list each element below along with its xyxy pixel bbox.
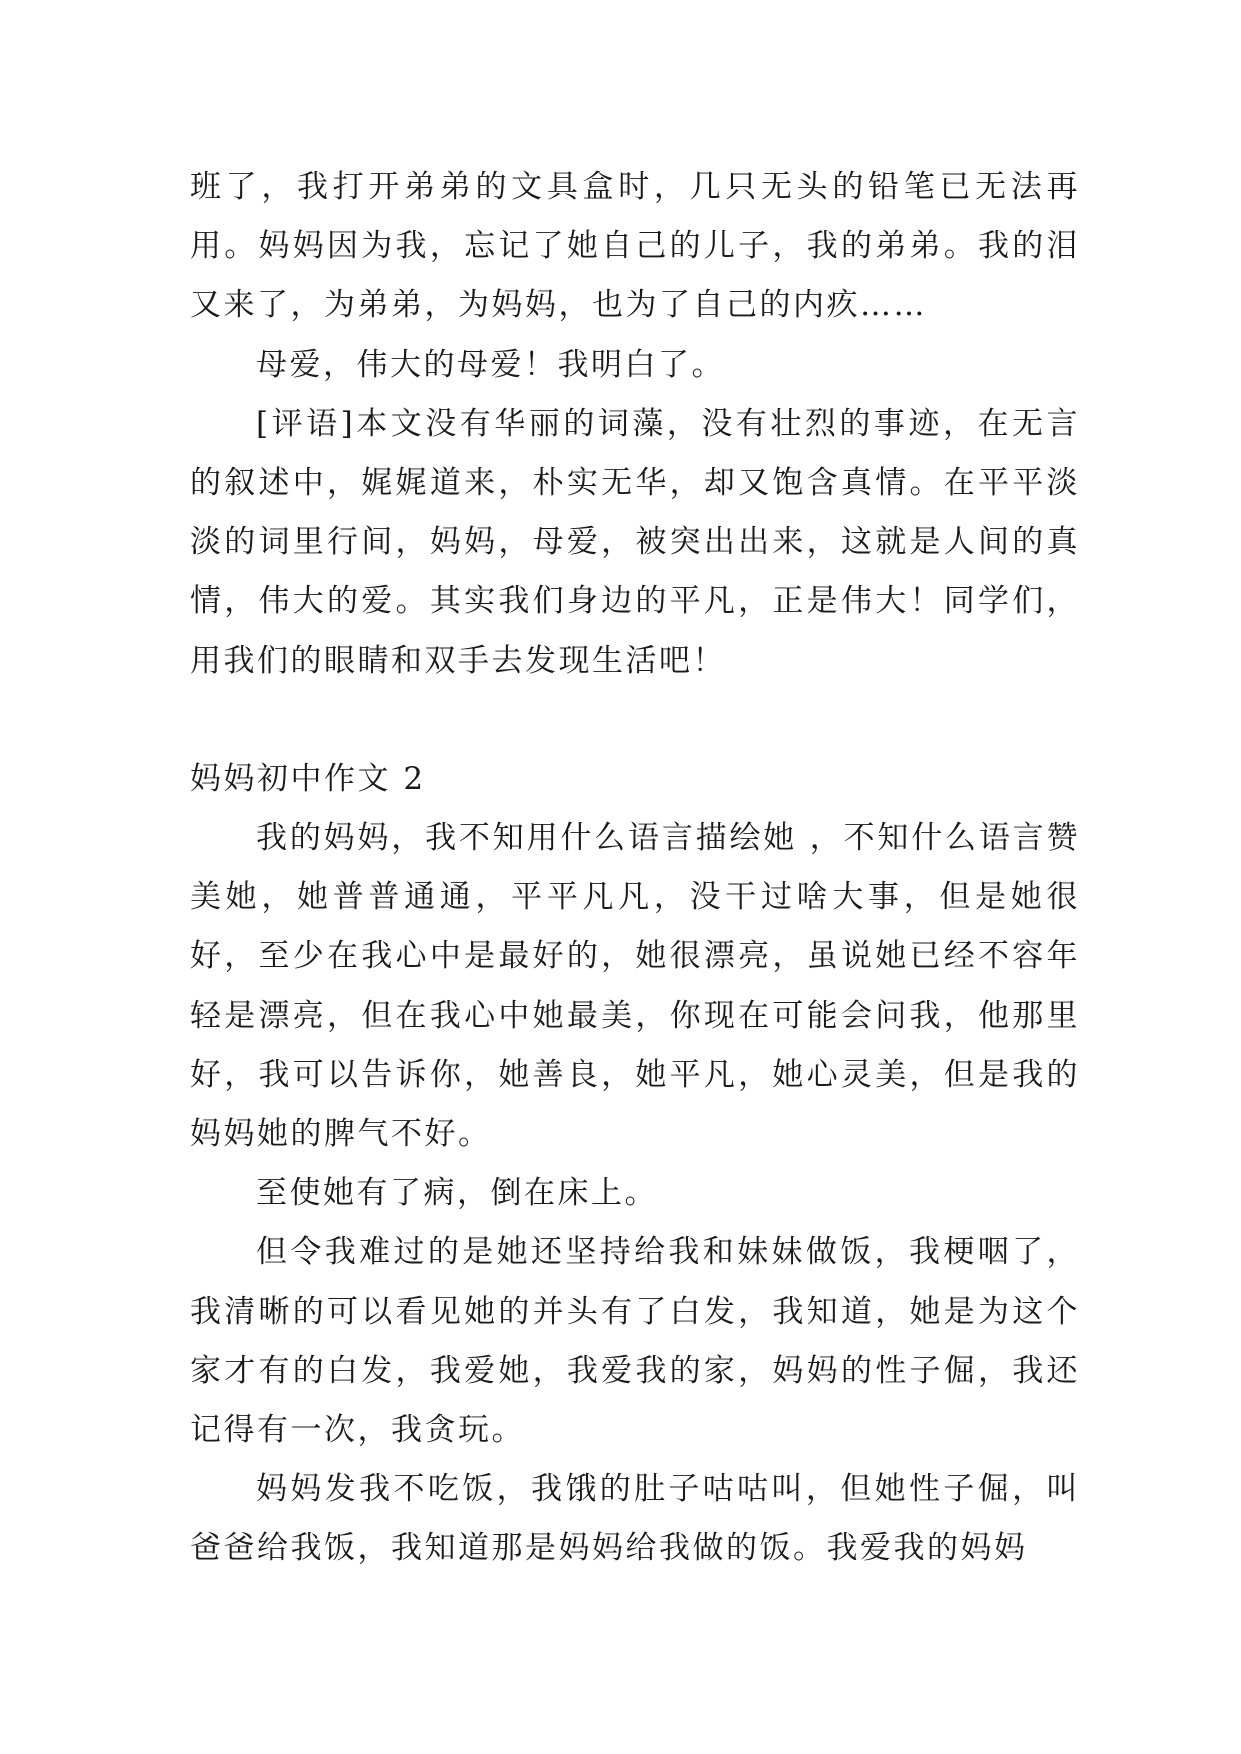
paragraph-mother-love: 母爱，伟大的母爱！我明白了。 [256,346,725,383]
paragraph-dinner: 妈妈发我不吃饭，我饿的肚子咕咕叫，但她性子倔，叫爸爸给我饭，我知道那是妈妈给我做的饭。我爱我的妈妈 [190,1471,1080,1567]
paragraph-continued: 班了，我打开弟弟的文具盒时，几只无头的铅笔已无法再用。妈妈因为我，忘记了她自己的儿子，我的弟弟。我的泪又来了，为弟弟，为妈妈，也为了自己的内疚…… [190,169,1080,324]
paragraph-cooking: 但令我难过的是她还坚持给我和妹妹做饭，我梗咽了，我清晰的可以看见她的并头有了白发，我知道，她是为这个家才有的白发，我爱她，我爱我的家，妈妈的性子倔，我还记得有一次，我贪玩。 [190,1234,1080,1449]
paragraph-illness: 至使她有了病，倒在床上。 [256,1175,658,1212]
document-body [190,158,1080,1579]
paragraph-comment: [评语]本文没有华丽的词藻，没有壮烈的事迹，在无言的叙述中，娓娓道来，朴实无华，却又饱含真情。在平平淡淡的词里行间，妈妈，母爱，被突出出来，这就是人间的真情，伟大的爱。其实我们身边的平凡，正是伟大！同学们，用我们的眼睛和双手去发现生活吧！ [190,405,1080,679]
paragraph-my-mother: 我的妈妈，我不知用什么语言描绘她 ，不知什么语言赞美她，她普普通通，平平凡凡，没干过啥大事，但是她很好，至少在我心中是最好的，她很漂亮，虽说她已经不容年轻是漂亮，但在我心中她最美，你现在可能会问我，他那里好，我可以告诉你，她善良，她平凡，她心灵美，但是我的妈妈她的脾气不好。 [190,820,1080,1153]
section-title: 妈妈初中作文 2 [190,760,426,797]
